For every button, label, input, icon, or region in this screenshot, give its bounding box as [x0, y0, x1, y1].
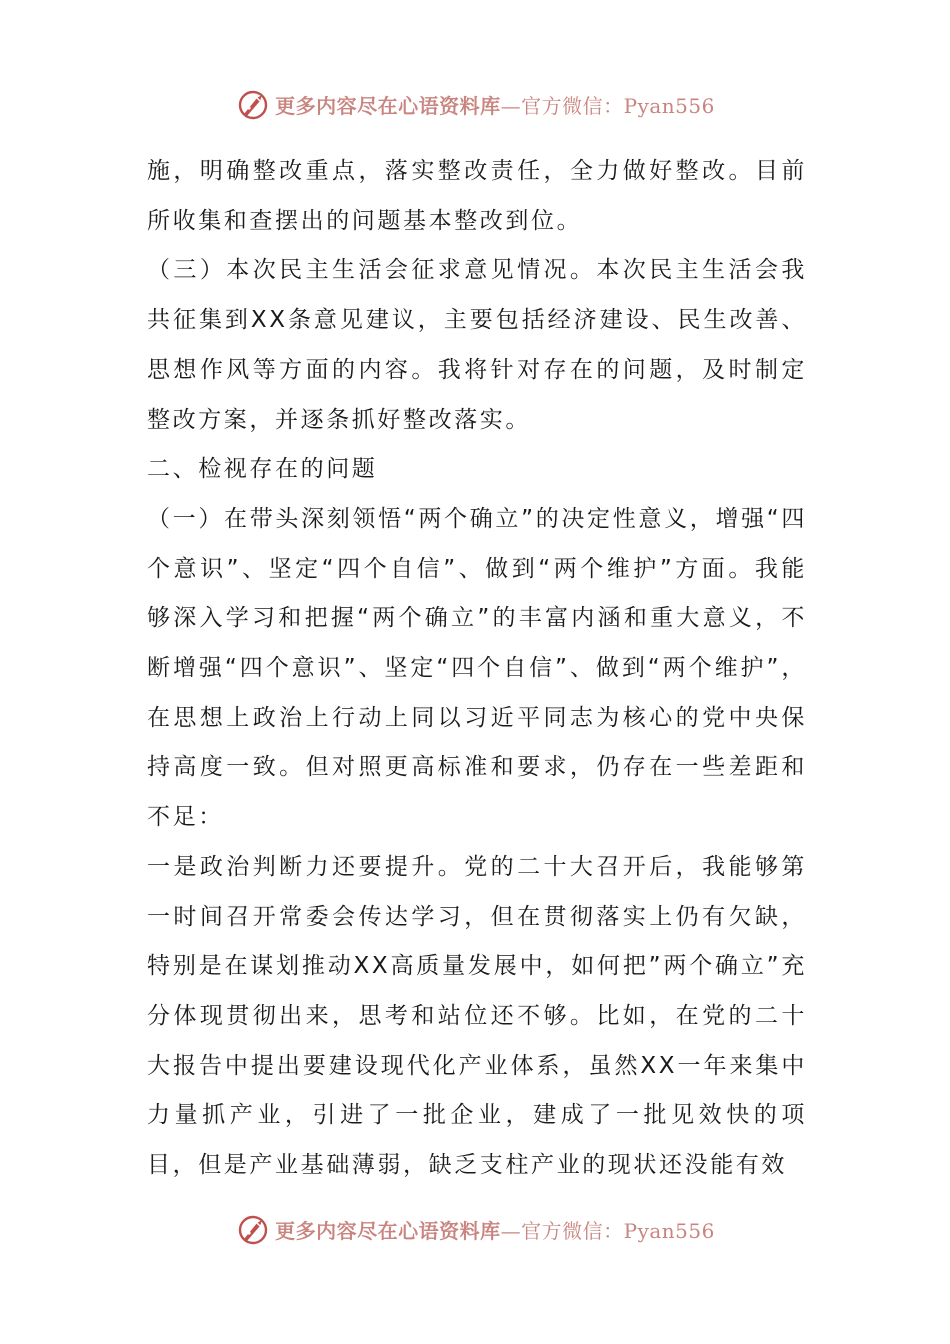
watermark-text	[275, 90, 715, 119]
watermark-dash: —	[500, 1218, 522, 1243]
watermark-brand: 更多内容尽在心语资料库	[275, 1218, 501, 1243]
watermark-dash: —	[500, 93, 522, 118]
pen-logo-icon	[235, 1211, 271, 1247]
footer-watermark	[0, 1207, 950, 1251]
document-body	[147, 147, 807, 1191]
heading-section-two: 二、检视存在的问题	[147, 456, 378, 483]
paragraph-point-one: 一是政治判断力还要提升。党的二十大召开后，我能够第一时间召开常委会传达学习，但在贯彻落实上仍有欠缺，特别是在谋划推动XX高质量发展中，如何把”两个确立”充分体现贯彻出来，思考和站位还不够。比如，在党的二十大报告中提出要建设现代化产业体系，虽然XX一年来集中力量抓产业，引进了一批企业，建成了一批见效快的项目，但是产业基础薄弱，缺乏支柱产业的现状还没能有效	[147, 853, 807, 1179]
paragraph-section-three: （三）本次民主生活会征求意见情况。本次民主生活会我共征集到XX条意见建议，主要包括经济建设、民生改善、思想作风等方面的内容。我将针对存在的问题，及时制定整改方案，并逐条抓好整改落实。	[147, 257, 807, 433]
header-watermark	[0, 82, 950, 126]
pen-logo-icon	[235, 86, 271, 122]
watermark-wechat: 官方微信：Pyan556	[521, 1218, 715, 1243]
watermark-text	[275, 1215, 715, 1244]
paragraph-continuation: 施，明确整改重点，落实整改责任，全力做好整改。目前所收集和查摆出的问题基本整改到位。	[147, 158, 807, 234]
watermark-wechat: 官方微信：Pyan556	[521, 93, 715, 118]
paragraph-subsection-one: （一）在带头深刻领悟“两个确立”的决定性意义，增强“四个意识”、坚定“四个自信”、做到“两个维护”方面。我能够深入学习和把握“两个确立”的丰富内涵和重大意义，不断增强“四个意识”、坚定“四个自信”、做到“两个维护”，在思想上政治上行动上同以习近平同志为核心的党中央保持高度一致。但对照更高标准和要求，仍存在一些差距和不足：	[147, 505, 807, 831]
watermark-brand: 更多内容尽在心语资料库	[275, 93, 501, 118]
